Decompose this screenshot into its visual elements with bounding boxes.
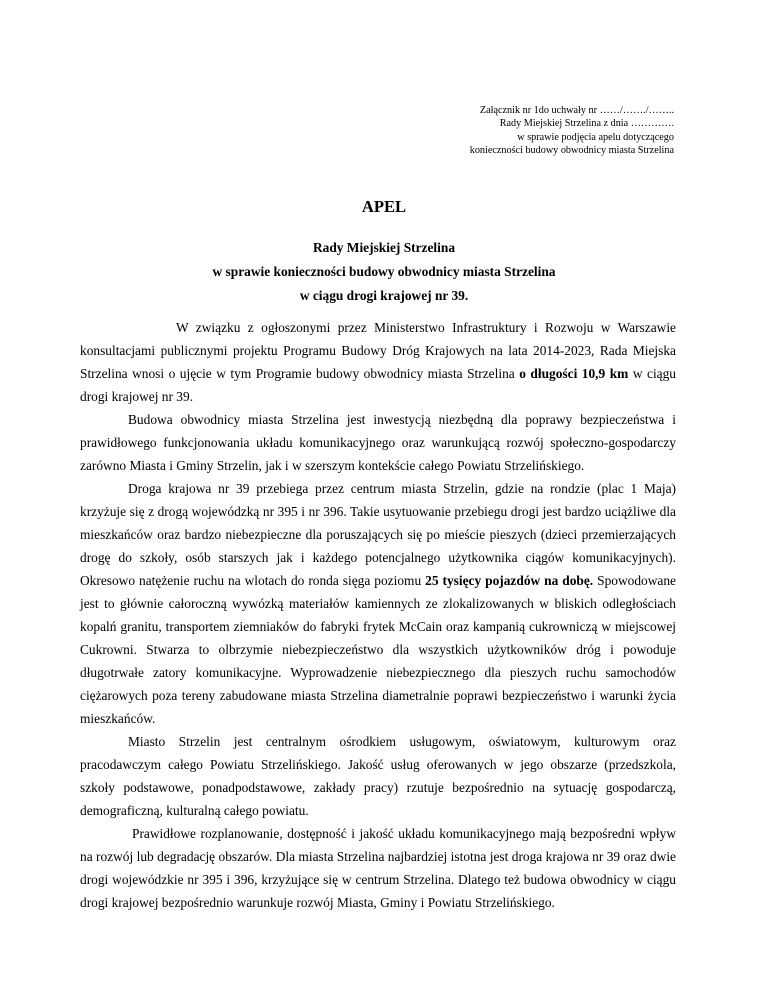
- bold-text: 25 tysięcy pojazdów na dobę.: [425, 573, 594, 588]
- document-title: APEL: [361, 197, 407, 216]
- paragraph-text: Spowodowane jest to głównie całoroczną wywózką materiałów kamiennych ze zlokalizowanych w bliskich odległościach kopalń granitu, transportem ziemniaków do fabryki frytek McCain oraz kampanią cukrowniczą w miejscowej Cukrowni. Stwarza to olbrzymie niebezpieczeństwo dla wszystkich użytkowników dróg i powoduje długotrwałe zatory komunikacyjne. Wyprowadzenie niebezpiecznego dla pieszych ruchu samochodów ciężarowych poza tereny zabudowane miasta Strzelina diametralnie poprawi bezpieczeństwo i warunki życia mieszkańców.: [80, 573, 676, 726]
- subtitle-line: Rady Miejskiej Strzelina: [312, 240, 456, 255]
- attachment-note: [470, 104, 674, 158]
- document-subtitle: [0, 236, 768, 308]
- attachment-line: Rady Miejskiej Strzelina z dnia ………….: [499, 118, 674, 130]
- attachment-line: w sprawie podjęcia apelu dotyczącego: [517, 131, 674, 143]
- subtitle-line: w ciągu drogi krajowej nr 39.: [299, 288, 469, 303]
- bold-text: o długości 10,9 km: [519, 366, 629, 381]
- paragraph-text: Droga krajowa nr 39 przebiega przez centrum miasta Strzelin, gdzie na rondzie (plac 1 Maja) krzyżuje się z drogą wojewódzką nr 395 i nr 396. Takie usytuowanie przebiegu drogi jest bardzo uciążliwe dla mieszkańców oraz bardzo niebezpieczne dla poruszających się po mieście pieszych (dzieci przemierzających drogę do szkoły, osób starszych jak i każdego potencjalnego użytkownika ciągów komunikacyjnych). Okresowo natężenie ruchu na wlotach do ronda sięga poziomu: [80, 481, 676, 588]
- paragraph-1: [80, 316, 676, 408]
- paragraph-text: W związku z ogłoszonymi przez Ministerstwo Infrastruktury i Rozwoju w Warszawie konsultacjami publicznymi projektu Programu Budowy Dróg Krajowych na lata 2014-2023, Rada Miejska Strzelina wnosi o ujęcie w tym Programie budowy obwodnicy miasta Strzelina: [80, 320, 676, 381]
- document-body: [80, 316, 676, 914]
- paragraph-text: w ciągu drogi krajowej nr 39.: [80, 366, 676, 404]
- paragraph-2: Budowa obwodnicy miasta Strzelina jest inwestycją niezbędną dla poprawy bezpieczeństwa i prawidłowego funkcjonowania układu komunikacyjnego oraz warunkującą rozwój społeczno-gospodarczy zarówno Miasta i Gminy Strzelin, jak i w szerszym kontekście całego Powiatu Strzelińskiego.: [80, 412, 676, 473]
- paragraph-5: Prawidłowe rozplanowanie, dostępność i jakość układu komunikacyjnego mają bezpośredni wpływ na rozwój lub degradację obszarów. Dla miasta Strzelina najbardziej istotna jest droga krajowa nr 39 oraz dwie drogi wojewódzkie nr 395 i 396, krzyżujące się w centrum Strzelina. Dlatego też budowa obwodnicy w ciągu drogi krajowej bezpośrednio warunkuje rozwój Miasta, Gminy i Powiatu Strzelińskiego.: [80, 826, 676, 910]
- attachment-line: konieczności budowy obwodnicy miasta Strzelina: [469, 145, 674, 157]
- subtitle-line: w sprawie konieczności budowy obwodnicy miasta Strzelina: [212, 264, 556, 279]
- paragraph-4: Miasto Strzelin jest centralnym ośrodkiem usługowym, oświatowym, kulturowym oraz pracodawczym całego Powiatu Strzelińskiego. Jakość usług oferowanych w jego obszarze (przedszkola, szkoły podstawowe, ponadpodstawowe, zakłady pracy) rzutuje bezpośrednio na sytuację gospodarczą, demograficzną, kulturalną całego powiatu.: [80, 734, 676, 818]
- attachment-line: Załącznik nr 1do uchwały nr ……/……./……..: [479, 105, 674, 116]
- paragraph-3: [80, 477, 676, 730]
